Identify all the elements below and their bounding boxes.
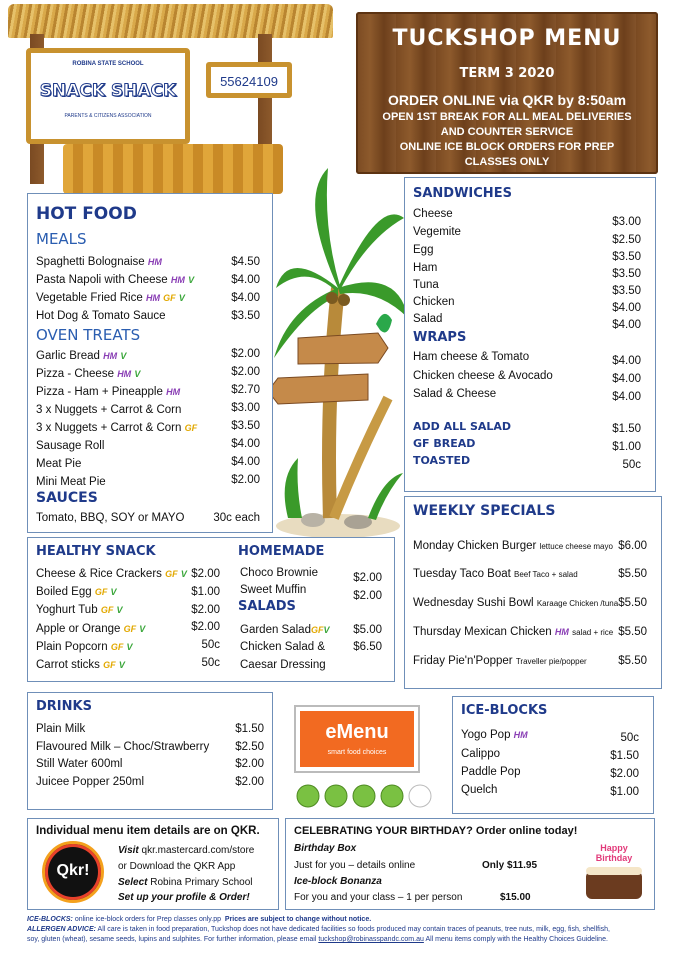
menu-item: Ham cheese & Tomato — [413, 351, 530, 363]
menu-item: Plain Milk — [36, 723, 86, 735]
salads-title: SALADS — [238, 599, 296, 614]
qkr-heading: Individual menu item details are on QKR. — [36, 825, 260, 837]
menu-item: Tuna — [413, 279, 439, 291]
term-label: TERM 3 2020 — [459, 66, 555, 81]
healthy-snack-title: HEALTHY SNACK — [36, 544, 156, 559]
menu-item: Chicken Salad & — [240, 641, 326, 653]
menu-item: Vegemite — [413, 226, 461, 238]
special-item: Wednesday Sushi Bowl Karaage Chicken /tuna — [413, 597, 619, 609]
weekly-specials-title: WEEKLY SPECIALS — [413, 503, 556, 519]
ice-blocks-title: ICE-BLOCKS — [461, 703, 548, 718]
weekly-specials-panel: WEEKLY SPECIALS Monday Chicken Burger lettuce cheese mayo $6.00 Tuesday Taco Boat Beef Taco + salad $5.50 Wednesday Sushi Bowl Karaage Chicken /tuna $5.50 Thursday Mexican Chicken HM salad + rice $5.50 Friday Pie'n'Popper Traveller pie/popper $5.50 — [404, 496, 662, 689]
menu-item: Cheese & Rice Crackers GF V — [36, 568, 187, 580]
tuckshop-email-link[interactable]: tuckshop@robinasspandc.com.au — [318, 936, 424, 943]
qkr-logo: Qkr! — [42, 841, 104, 903]
phone-sign: 55624109 — [206, 62, 292, 98]
menu-item: Mini Meat Pie — [36, 476, 106, 488]
menu-item: Chicken cheese & Avocado — [413, 370, 553, 382]
menu-item: Carrot sticks GF V — [36, 659, 125, 671]
sandwiches-panel: SANDWICHES Cheese $3.00 Vegemite $2.50 Egg $3.50 Ham $3.50 Tuna $3.50 Chicken $4.00 Salad $4.00 WRAPS Ham cheese & Tomato $4.00 Chicken cheese & Avocado $4.00 Salad & Cheese $4.00 ADD ALL SALAD $1.50 GF BREAD $1.00 TOASTED 50c — [404, 177, 656, 492]
qkr-panel: Individual menu item details are on QKR. Qkr! Visit qkr.mastercard.com/store or Download the QKR App Select Robina Primary School Set up your profile & Order! — [27, 818, 279, 910]
wraps-title: WRAPS — [413, 330, 467, 345]
healthy-homemade-panel: HEALTHY SNACK Cheese & Rice Crackers GF V $2.00 Boiled Egg GF V $1.00 Yoghurt Tub GF V $2.00 Apple or Orange GF V $2.00 Plain Popcorn GF V 50c Carrot sticks GF V 50c HOMEMADE Choco Brownie $2.00 Sweet Muffin $2.00 SALADS Garden SaladGFV $5.00 Chicken Salad & $6.50 Caesar Dressing — [27, 537, 395, 682]
menu-item: Cheese — [413, 208, 453, 220]
menu-item: Yogo Pop HM — [461, 729, 528, 741]
birthday-cake-image: Happy Birthday — [582, 841, 646, 905]
menu-item: Plain Popcorn GF V — [36, 641, 133, 653]
menu-item: 3 x Nuggets + Carrot & Corn — [36, 404, 182, 416]
birthday-panel: CELEBRATING YOUR BIRTHDAY? Order online today! Birthday Box Just for you – details online Only $11.95 Ice-block Bonanza For you and your class – 1 per person $15.00 Happy Birthday — [285, 818, 655, 910]
palm-tree-illustration — [268, 138, 410, 540]
footer-note: ICE-BLOCKS: online ice-block orders for Prep classes only.pp Prices are subject to change without notice. ALLERGEN ADVICE: All care is taken in food preparation, Tuckshop does not have dedicated facilities so foods produced may contain traces of peanuts, tree nuts, milk, egg, fish, shellfish, soy, gluten (wheat), sesame seeds, lupins and sulphites. For further information, please email tuckshop@robinasspandc.com.au All menu items comply with the Healthy Choices Guideline. — [27, 916, 610, 943]
hut-counter — [63, 144, 283, 194]
emenu-logo: eMenu smart food choices — [294, 705, 420, 773]
homemade-title: HOMEMADE — [238, 544, 325, 559]
menu-item: Meat Pie — [36, 458, 82, 470]
extra-item: GF BREAD — [413, 437, 476, 450]
extra-item: ADD ALL SALAD — [413, 420, 512, 433]
sauces-title: SAUCES — [36, 490, 98, 506]
menu-item: Garden SaladGFV — [240, 624, 330, 636]
hut-roof — [8, 4, 333, 38]
drinks-title: DRINKS — [36, 699, 92, 714]
title-board: TUCKSHOP MENU TERM 3 2020 ORDER ONLINE via QKR by 8:50am OPEN 1ST BREAK FOR ALL MEAL DELIVERIES AND COUNTER SERVICE ONLINE ICE BLOCK ORDERS FOR PREP CLASSES ONLY — [356, 12, 658, 174]
menu-item: Caesar Dressing — [240, 659, 326, 671]
menu-item: Chicken — [413, 296, 455, 308]
ice-blocks-panel: ICE-BLOCKS Yogo Pop HM 50c Calippo $1.50 Paddle Pop $2.00 Quelch $1.00 — [452, 696, 654, 814]
drinks-panel: DRINKS Plain Milk $1.50 Flavoured Milk – Choc/Strawberry $2.50 Still Water 600ml $2.00 Juicee Popper 250ml $2.00 — [27, 692, 273, 810]
qkr-url-link[interactable]: qkr.mastercard.com/store — [141, 845, 255, 856]
sandwiches-title: SANDWICHES — [413, 186, 512, 201]
menu-item: Garlic Bread HM V — [36, 350, 127, 362]
order-online-line: ORDER ONLINE via QKR by 8:50am — [387, 92, 627, 108]
menu-item: Sweet Muffin — [240, 584, 307, 596]
menu-item: Apple or Orange GF V — [36, 623, 146, 635]
special-item: Thursday Mexican Chicken HM salad + rice — [413, 626, 614, 638]
menu-item: Boiled Egg GF V — [36, 586, 117, 598]
menu-item: Yoghurt Tub GF V — [36, 604, 123, 616]
hot-food-title: HOT FOOD — [36, 204, 137, 224]
menu-item: Egg — [413, 244, 434, 256]
menu-item: Pasta Napoli with Cheese HM V — [36, 274, 195, 286]
extra-item: TOASTED — [413, 454, 471, 467]
apples-rating — [294, 780, 436, 810]
menu-item: Paddle Pop — [461, 766, 521, 778]
menu-item: Pizza - Ham + Pineapple HM — [36, 386, 181, 398]
special-item: Friday Pie'n'Popper Traveller pie/popper — [413, 655, 587, 667]
menu-item: Sausage Roll — [36, 440, 105, 452]
meals-title: MEALS — [36, 230, 87, 248]
special-item: Monday Chicken Burger lettuce cheese mayo — [413, 540, 613, 552]
oven-treats-title: OVEN TREATS — [36, 326, 141, 344]
menu-item: Spaghetti Bolognaise HM — [36, 256, 162, 268]
menu-item: Ham — [413, 262, 438, 274]
menu-item: Quelch — [461, 784, 498, 796]
menu-item: Vegetable Fried Rice HM GF V — [36, 292, 185, 304]
snack-shack-logo: ROBINA STATE SCHOOL SNACK SHACK PARENTS & CITIZENS ASSOCIATION — [26, 48, 190, 144]
menu-item: Calippo — [461, 748, 500, 760]
menu-item: Pizza - Cheese HM V — [36, 368, 141, 380]
menu-item: Salad & Cheese — [413, 388, 497, 400]
hot-food-panel: HOT FOOD MEALS Spaghetti Bolognaise HM $4.50 Pasta Napoli with Cheese HM V $4.00 Vegetable Fried Rice HM GF V $4.00 Hot Dog & Tomato Sauce $3.50 OVEN TREATS Garlic Bread HM V $2.00 Pizza - Cheese HM V $2.00 Pizza - Ham + Pineapple HM $2.70 3 x Nuggets + Carrot & Corn $3.00 3 x Nuggets + Carrot & Corn GF $3.50 Sausage Roll $4.00 Meat Pie $4.00 Mini Meat Pie $2.00 SAUCES Tomato, BBQ, SOY or MAYO 30c each — [27, 193, 273, 533]
birthday-heading: CELEBRATING YOUR BIRTHDAY? Order online today! — [294, 825, 578, 837]
menu-item: Hot Dog & Tomato Sauce — [36, 310, 166, 322]
menu-item: Choco Brownie — [240, 567, 318, 579]
special-item: Tuesday Taco Boat Beef Taco + salad — [413, 568, 578, 580]
menu-item: Juicee Popper 250ml — [36, 776, 145, 788]
menu-item: Still Water 600ml — [36, 758, 123, 770]
menu-item: Flavoured Milk – Choc/Strawberry — [36, 741, 210, 753]
menu-item: 3 x Nuggets + Carrot & Corn GF — [36, 422, 198, 434]
menu-title: TUCKSHOP MENU — [392, 26, 622, 51]
sauces-line: Tomato, BBQ, SOY or MAYO — [36, 512, 185, 524]
menu-item: Salad — [413, 313, 443, 325]
